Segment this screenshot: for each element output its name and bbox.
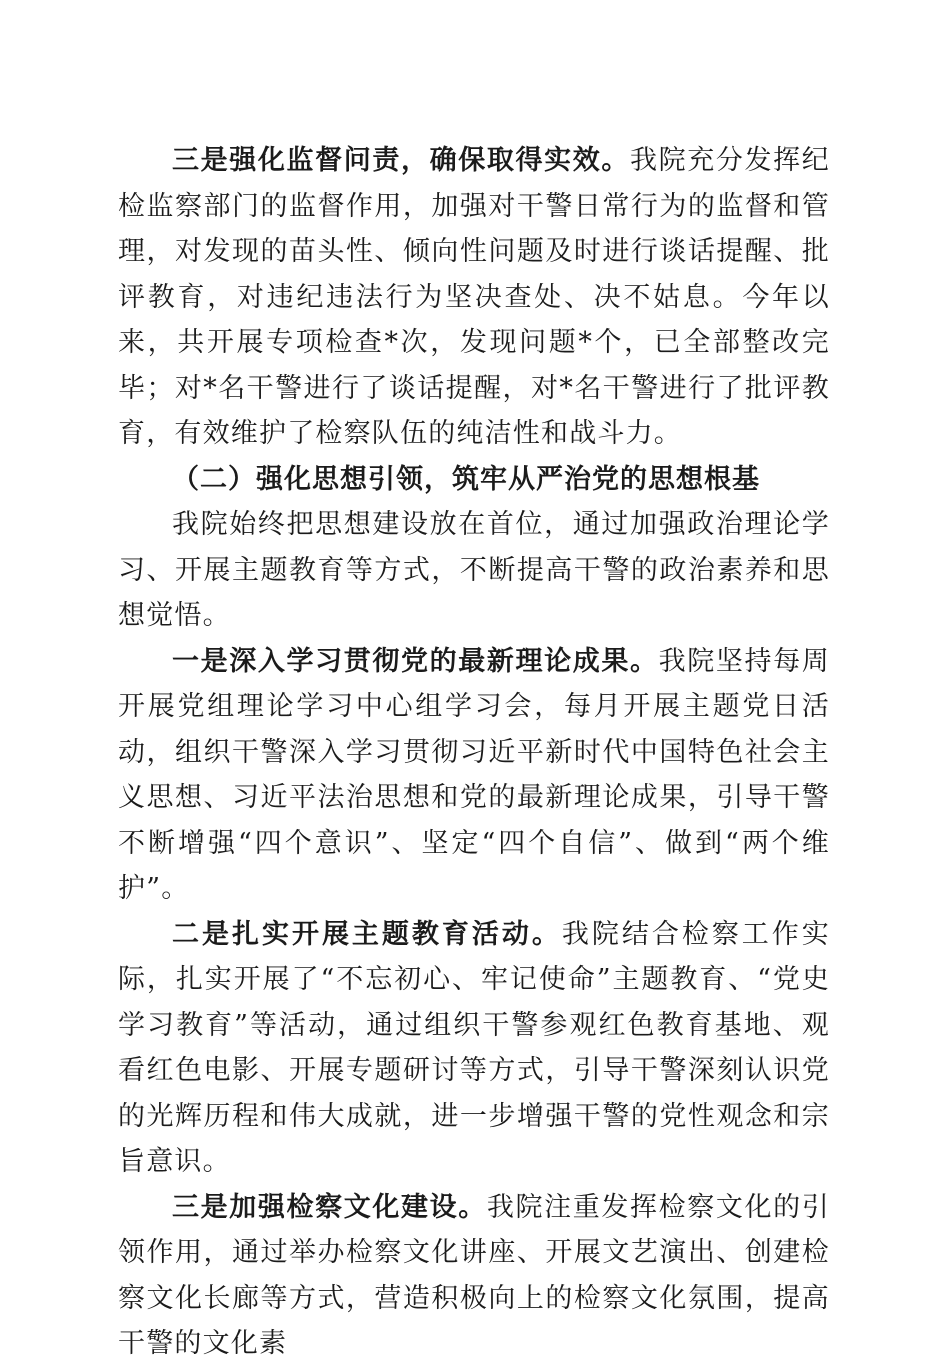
paragraph-text: 我院坚持每周开展党组理论学习中心组学习会，每月开展主题党日活动，组织干警深入学习贯彻习近平新时代中国特色社会主义思想、习近平法治思想和党的最新理论成果，引导干警不断增强“四个意识”、坚定“四个自信”、做到“两个维护”。	[118, 645, 830, 904]
document-body	[118, 138, 830, 1367]
paragraph-text: 我院注重发挥检察文化的引领作用，通过举办检察文化讲座、开展文艺演出、创建检察文化长廊等方式，营造积极向上的检察文化氛围，提高干警的文化素	[118, 1191, 831, 1359]
paragraph-culture	[118, 1185, 830, 1367]
paragraph-text: 我院始终把思想建设放在首位，通过加强政治理论学习、开展主题教育等方式，不断提高干警的政治素养和思想觉悟。	[118, 509, 830, 631]
paragraph-lead: 三是加强检察文化建设。	[172, 1191, 487, 1223]
paragraph-lead: 三是强化监督问责，确保取得实效。	[172, 145, 631, 176]
paragraph-lead: 一是深入学习贯彻党的最新理论成果。	[172, 645, 659, 677]
paragraph-lead: 二是扎实开展主题教育活动。	[172, 918, 562, 950]
paragraph-supervision	[118, 138, 830, 457]
paragraph-intro	[118, 502, 830, 639]
paragraph-text: 我院结合检察工作实际，扎实开展了“不忘初心、牢记使命”主题教育、“党史学习教育”等活动，通过组织干警参观红色教育基地、观看红色电影、开展专题研讨等方式，引导干警深刻认识党的光辉历程和伟大成就，进一步增强干警的党性观念和宗旨意识。	[118, 918, 830, 1177]
paragraph-theory	[118, 639, 830, 912]
section-heading: （二）强化思想引领，筑牢从严治党的思想根基	[172, 463, 760, 495]
paragraph-text: 我院充分发挥纪检监察部门的监督作用，加强对干警日常行为的监督和管理，对发现的苗头性、倾向性问题及时进行谈话提醒、批评教育，对违纪违法行为坚决查处、决不姑息。今年以来，共开展专项检查*次，发现问题*个，已全部整改完毕；对*名干警进行了谈话提醒，对*名干警进行了批评教育，有效维护了检察队伍的纯洁性和战斗力。	[118, 145, 830, 449]
paragraph-education	[118, 912, 830, 1185]
